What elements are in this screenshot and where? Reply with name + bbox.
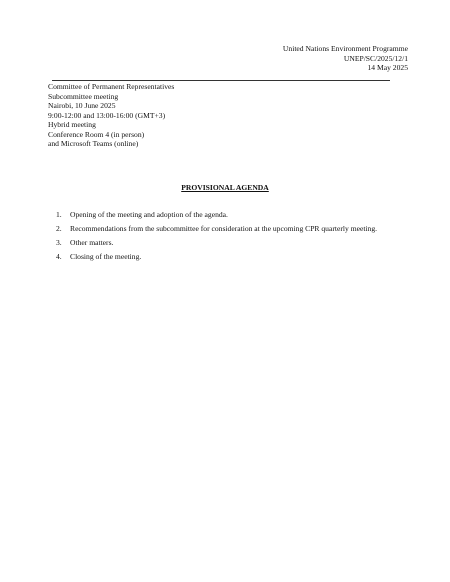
agenda-item-number: 3. — [56, 238, 62, 248]
agenda-item-text: Closing of the meeting. — [70, 252, 142, 262]
document-date: 14 May 2025 — [367, 63, 408, 72]
agenda-item-number: 2. — [56, 224, 62, 234]
agenda-item-number: 4. — [56, 252, 62, 262]
agenda-list — [56, 210, 377, 266]
meeting-format: Hybrid meeting — [48, 120, 96, 129]
agenda-item-text: Other matters. — [70, 238, 114, 248]
document-header — [283, 44, 408, 73]
agenda-item-text: Opening of the meeting and adoption of the agenda. — [70, 210, 228, 219]
agenda-item — [56, 224, 377, 234]
meeting-online: and Microsoft Teams (online) — [48, 139, 139, 148]
agenda-item — [56, 210, 377, 220]
meeting-details — [48, 82, 174, 149]
organization-name: United Nations Environment Programme — [282, 44, 408, 53]
meeting-time: 9:00-12:00 and 13:00-16:00 (GMT+3) — [48, 110, 166, 120]
header-divider — [52, 80, 390, 81]
agenda-item — [56, 252, 377, 262]
agenda-item-text: Recommendations from the subcommittee for consideration at the upcoming CPR quarterly meeting. — [70, 224, 378, 234]
meeting-type: Subcommittee meeting — [48, 91, 119, 101]
agenda-item-number: 1. — [56, 210, 62, 219]
meeting-body: Committee of Permanent Representatives — [48, 82, 175, 91]
document-symbol: UNEP/SC/2025/12/1 — [343, 53, 408, 63]
meeting-place-date: Nairobi, 10 June 2025 — [48, 101, 116, 110]
agenda-title: PROVISIONAL AGENDA — [181, 183, 269, 192]
meeting-room: Conference Room 4 (in person) — [48, 129, 145, 139]
agenda-item — [56, 238, 377, 248]
